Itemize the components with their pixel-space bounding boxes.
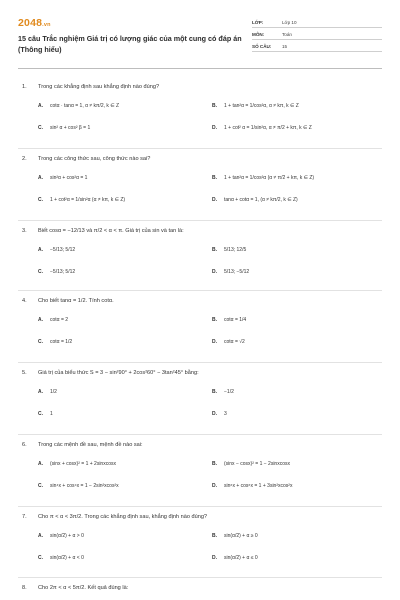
question-body: Cho biết tanα = 1/2. Tính cotα. (38, 298, 114, 304)
option-letter: B. (212, 317, 217, 323)
answer-option[interactable] (212, 461, 290, 467)
info-value: Lớp 10 (282, 20, 297, 25)
question-text (22, 585, 382, 591)
option-text: −5/13; 5/12 (50, 247, 76, 253)
option-text: sin(α/2) + α ≤ 0 (224, 555, 258, 561)
answer-option[interactable] (212, 389, 234, 395)
question-text (22, 514, 382, 520)
answer-option[interactable] (212, 269, 249, 275)
option-text: 1 + tan²α = 1/cos²α (α ≠ π/2 + kπ, k ∈ Z) (224, 175, 315, 181)
option-letter: D. (212, 269, 217, 275)
option-letter: A. (38, 317, 43, 323)
question-body: Giá trị của biểu thức S = 3 − sin²90° + 2cos²60° − 3tan²45° bằng: (38, 370, 199, 376)
option-text: 1 + cot² α = 1/sin²α, α ≠ π/2 + kπ, k ∈ Z (224, 125, 312, 131)
question-item (22, 514, 382, 520)
option-letter: C. (38, 125, 43, 131)
option-letter: D. (212, 411, 217, 417)
option-letter: A. (38, 533, 43, 539)
answer-option[interactable] (38, 175, 87, 181)
option-text: 1/2 (50, 389, 57, 395)
question-item (22, 228, 382, 234)
answer-option[interactable] (38, 483, 119, 489)
answer-option[interactable] (38, 317, 68, 323)
option-letter: B. (212, 247, 217, 253)
question-item (22, 370, 382, 376)
question-number: 5. (22, 370, 27, 376)
option-letter: D. (212, 483, 217, 489)
question-separator (18, 362, 382, 363)
info-label: LỚP: (252, 20, 264, 25)
option-text: cotα = √2 (224, 339, 245, 345)
option-text: sin⁴x + cos⁴x = 1 − 2sin²xcos²x (50, 483, 119, 489)
option-text: sin⁶x + cos⁶x = 1 + 3sin²xcos²x (224, 483, 293, 489)
question-body: Trong các khẳng định sau khẳng định nào đúng? (38, 84, 160, 90)
question-body: Cho 2π < α < 5π/2. Kết quả đúng là: (38, 585, 129, 591)
question-body: Biết cosα = −12/13 và π/2 < α < π. Giá trị của sin và tan là: (38, 228, 184, 234)
answer-option[interactable] (38, 269, 75, 275)
question-body: Trong các mệnh đề sau, mệnh đề nào sai: (38, 442, 143, 448)
logo-suffix: .vn (42, 22, 51, 28)
option-letter: C. (38, 269, 43, 275)
option-text: sin(α/2) + α < 0 (50, 555, 84, 561)
answer-option[interactable] (212, 339, 245, 345)
option-letter: A. (38, 247, 43, 253)
option-letter: C. (38, 339, 43, 345)
question-number: 8. (22, 585, 27, 591)
question-text (22, 442, 382, 448)
option-letter: B. (212, 533, 217, 539)
question-separator (18, 290, 382, 291)
option-letter: C. (38, 555, 43, 561)
question-separator (18, 434, 382, 435)
question-separator (18, 220, 382, 221)
option-letter: B. (212, 461, 217, 467)
answer-option[interactable] (212, 103, 299, 109)
question-number: 7. (22, 514, 27, 520)
answer-option[interactable] (38, 533, 84, 539)
question-number: 1. (22, 84, 27, 90)
answer-option[interactable] (212, 555, 258, 561)
answer-option[interactable] (38, 247, 75, 253)
option-text: (sinx + cosx)² = 1 + 2sinxcosx (50, 461, 116, 467)
question-separator (18, 506, 382, 507)
option-letter: A. (38, 175, 43, 181)
answer-option[interactable] (212, 197, 298, 203)
question-body: Cho π < α < 3π/2. Trong các khẳng định sau, khẳng định nào đúng? (38, 514, 208, 520)
answer-option[interactable] (212, 175, 314, 181)
answer-option[interactable] (212, 483, 292, 489)
question-item (22, 298, 382, 304)
question-number: 3. (22, 228, 27, 234)
option-text: −1/2 (224, 389, 234, 395)
option-letter: D. (212, 339, 217, 345)
answer-option[interactable] (38, 555, 84, 561)
question-text (22, 370, 382, 376)
option-text: cotα · tanα = 1, α ≠ kπ/2, k ∈ Z (50, 103, 120, 109)
option-text: sin(α/2) + α ≥ 0 (224, 533, 258, 539)
option-letter: B. (212, 103, 217, 109)
answer-option[interactable] (212, 317, 246, 323)
answer-option[interactable] (212, 125, 312, 131)
option-text: −5/13; 5/12 (50, 269, 76, 275)
logo-text: 2048 (18, 17, 43, 29)
question-item (22, 442, 382, 448)
option-text: cotα = 1/4 (224, 317, 247, 323)
question-number: 4. (22, 298, 27, 304)
option-letter: A. (38, 389, 43, 395)
document-title: 15 câu Trắc nghiệm Giá trị có lượng giác của một cung có đáp án (Thông hiểu) (18, 34, 242, 54)
option-letter: C. (38, 411, 43, 417)
info-value: Toán (282, 32, 292, 37)
question-text (22, 298, 382, 304)
question-number: 6. (22, 442, 27, 448)
option-text: 3 (224, 411, 227, 417)
answer-option[interactable] (38, 125, 90, 131)
option-text: 1 (50, 411, 53, 417)
option-text: sin²α + cos²α = 1 (50, 175, 88, 181)
answer-option[interactable] (212, 411, 227, 417)
option-letter: A. (38, 461, 43, 467)
option-letter: C. (38, 197, 43, 203)
option-text: sin² α + cos² β = 1 (50, 125, 91, 131)
option-text: tanα + cotα = 1, (α ≠ kπ/2, k ∈ Z) (224, 197, 298, 203)
option-letter: A. (38, 103, 43, 109)
option-text: 5/13; 12/5 (224, 247, 247, 253)
option-text: cotα = 2 (50, 317, 69, 323)
info-value: 15 (282, 44, 288, 49)
option-letter: D. (212, 197, 217, 203)
option-letter: B. (212, 389, 217, 395)
question-item (22, 84, 382, 90)
option-text: 1 + cot²α = 1/sin²α (α ≠ kπ, k ∈ Z) (50, 197, 126, 203)
answer-option[interactable] (212, 247, 246, 253)
option-text: (sinx − cosx)² = 1 − 2sinxcosx (224, 461, 290, 467)
option-letter: B. (212, 175, 217, 181)
option-text: cotα = 1/2 (50, 339, 73, 345)
answer-option[interactable] (38, 103, 119, 109)
option-text: 5/13; −5/12 (224, 269, 250, 275)
question-text (22, 156, 382, 162)
question-number: 2. (22, 156, 27, 162)
answer-option[interactable] (38, 339, 72, 345)
question-text (22, 228, 382, 234)
question-separator (18, 148, 382, 149)
answer-option[interactable] (38, 461, 116, 467)
question-separator (18, 577, 382, 578)
option-letter: C. (38, 483, 43, 489)
option-letter: D. (212, 125, 217, 131)
option-text: sin(α/2) + α > 0 (50, 533, 84, 539)
option-text: 1 + tan²α = 1/cos²α, α ≠ kπ, k ∈ Z (224, 103, 299, 109)
question-item (22, 585, 382, 591)
answer-option[interactable] (38, 389, 57, 395)
info-label: SỐ CÂU: (252, 44, 272, 49)
answer-option[interactable] (38, 197, 125, 203)
answer-option[interactable] (38, 411, 53, 417)
question-text (22, 84, 382, 90)
answer-option[interactable] (212, 533, 258, 539)
option-letter: D. (212, 555, 217, 561)
info-label: MÔN: (252, 32, 265, 37)
question-body: Trong các công thức sau, công thức nào sai? (38, 156, 151, 162)
question-item (22, 156, 382, 162)
